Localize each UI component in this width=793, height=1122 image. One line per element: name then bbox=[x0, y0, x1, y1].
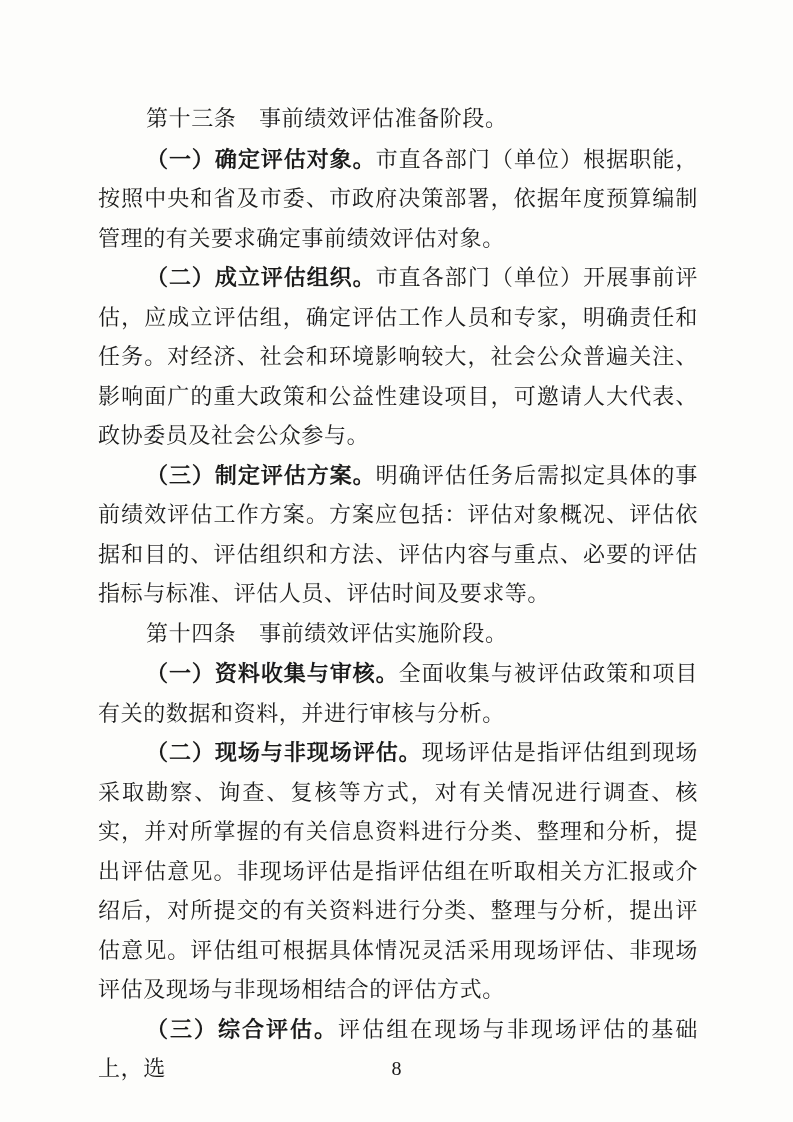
article-13-heading: 第十三条 事前绩效评估准备阶段。 bbox=[146, 107, 508, 132]
item-text: 市直各部门（单位）根据职能，按照中央和省及市委、市政府决策部署，依据年度预算编制管理的有关要求确定事前绩效评估对象。 bbox=[98, 147, 698, 252]
item-lead: （二）成立评估组织。 bbox=[146, 266, 376, 291]
item-lead: （二）现场与非现场评估。 bbox=[146, 741, 422, 766]
article-13-item-1 bbox=[98, 141, 698, 260]
item-lead: （一）确定评估对象。 bbox=[146, 147, 376, 173]
item-text: 明确评估任务后需拟定具体的事前绩效评估工作方案。方案应包括：评估对象概况、评估依据和目的、评估组织和方法、评估内容与重点、必要的评估指标与标准、评估人员、评估时间及要求等。 bbox=[98, 463, 698, 607]
item-lead: （三）综合评估。 bbox=[146, 1017, 338, 1043]
page-number: 8 bbox=[391, 1058, 402, 1080]
article-14-heading: 第十四条 事前绩效评估实施阶段。 bbox=[146, 621, 508, 647]
item-text: 全面收集与被评估政策和项目有关的数据和资料，并进行审核与分析。 bbox=[98, 662, 698, 727]
article-13-item-2 bbox=[98, 259, 698, 457]
article-14-item-1 bbox=[98, 655, 698, 734]
article-14-item-2 bbox=[98, 734, 698, 1011]
document-page bbox=[98, 100, 698, 1090]
item-lead: （一）资料收集与审核。 bbox=[146, 662, 399, 687]
item-lead: （三）制定评估方案。 bbox=[146, 463, 376, 489]
item-text: 评估组在现场与非现场评估的基础上，选 bbox=[98, 1017, 698, 1082]
item-text: 现场评估是指评估组到现场采取勘察、询查、复核等方式，对有关情况进行调查、核实，并对所掌握的有关信息资料进行分类、整理和分析，提出评估意见。非现场评估是指评估组在听取相关方汇报或介绍后，对所提交的有关资料进行分类、整理与分析，提出评估意见。评估组可根据具体情况灵活采用现场评估、非现场评估及现场与非现场相结合的评估方式。 bbox=[98, 741, 698, 1003]
article-13-item-3 bbox=[98, 457, 698, 615]
item-text: 市直各部门（单位）开展事前评估，应成立评估组，确定评估工作人员和专家，明确责任和任务。对经济、社会和环境影响较大，社会公众普遍关注、影响面广的重大政策和公益性建设项目，可邀请人大代表、政协委员及社会公众参与。 bbox=[98, 266, 698, 449]
